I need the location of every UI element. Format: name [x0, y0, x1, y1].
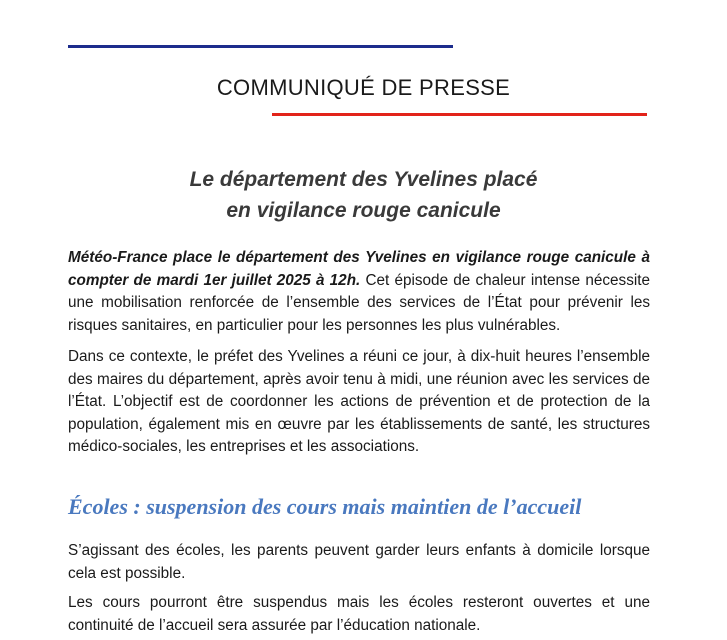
context-paragraph: Dans ce contexte, le préfet des Yvelines a réuni ce jour, à dix-huit heures l’ensemble des maires du département, après avoir tenu à midi, une réunion avec les services de l’État. L’objectif est de coordonner les actions de prévention et de protection de la population, également mis en œuvre par les établissements de santé, les structures médico-sociales, les entreprises et les associations.: [68, 348, 650, 456]
section-title-schools: Écoles : suspension des cours mais maintien de l’accueil: [68, 494, 582, 519]
document-title-line-2: en vigilance rouge canicule: [226, 199, 501, 222]
schools-paragraph-1: S’agissant des écoles, les parents peuvent garder leurs enfants à domicile lorsque cela est possible.: [68, 542, 650, 582]
document-title: [0, 164, 727, 226]
document-type-heading: COMMUNIQUÉ DE PRESSE: [216, 75, 511, 100]
header-red-rule: [272, 113, 647, 116]
intro-paragraph-bold: Météo-France place le département des Yvelines en vigilance rouge canicule à compter de mardi 1er juillet 2025 à 12h.: [68, 249, 650, 289]
header-blue-rule: [68, 45, 453, 48]
document-title-line-1: Le département des Yvelines placé: [189, 168, 538, 191]
intro-paragraph: [68, 247, 650, 337]
schools-paragraph-2: Les cours pourront être suspendus mais les écoles resteront ouvertes et une continuité de l’accueil sera assurée par l’éducation nationale.: [68, 594, 650, 634]
intro-paragraph-rest: Cet épisode de chaleur intense nécessite une mobilisation renforcée de l’ensemble des services de l’État pour prévenir les risques sanitaires, en particulier pour les personnes les plus vulnérables.: [68, 271, 650, 334]
